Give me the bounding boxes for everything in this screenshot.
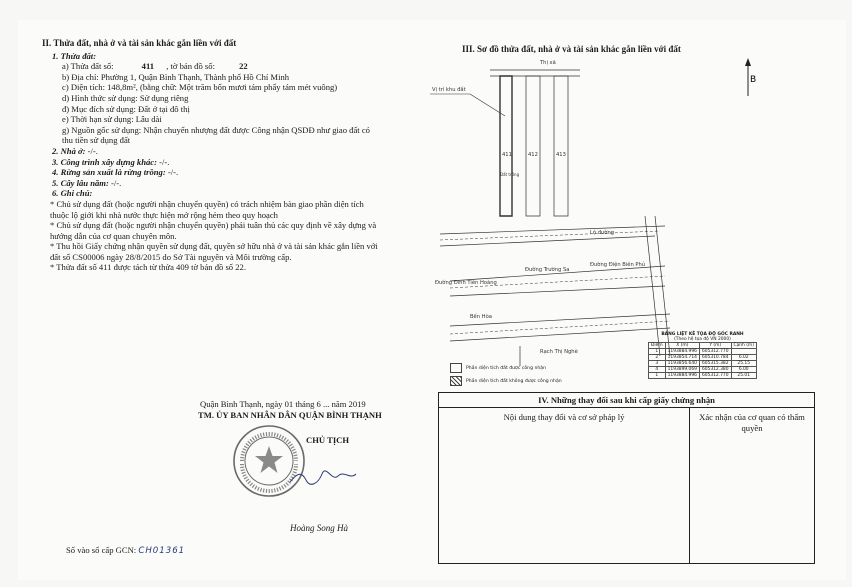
north-arrow-icon [744,58,758,98]
note-4: * Thửa đất số 411 được tách từ thửa 409 tờ bản đồ số 22. [50,262,246,273]
construction-line [42,157,402,168]
serial-line [66,545,185,556]
house-line [42,146,402,157]
label-ben-hoa: Bến Hòa [470,314,492,320]
coords-subtitle: (Theo hệ tọa độ VN 2000) [674,337,731,342]
parcel-line [42,61,402,72]
address: b) Địa chỉ: Phường 1, Quận Bình Thạnh, Thành phố Hồ Chí Minh [62,71,290,82]
house-value: -/-. [85,145,98,156]
legend-swatch-plain [450,363,462,373]
coords-header-row: Điểm X (m) Y (m) Cạnh (m) [649,343,757,349]
coords-title: BẢNG LIỆT KÊ TỌA ĐỘ GÓC RANH [661,332,744,337]
label-dinh-tien-hoang: Đường Đinh Tiên Hoàng [435,280,497,286]
label-parcel-position: Vị trí khu đất [432,87,466,93]
construction-value: -/-. [156,156,170,167]
label-dien-bien-phu: Đường Điện Biên Phủ [590,262,646,268]
table-row: 3 1193856.640 605315.382 25.15 [649,361,757,367]
label-412: 412 [528,152,538,158]
place-date: Quận Bình Thạnh, ngày 01 tháng 6 ... năm 2019 [200,399,366,409]
use-term: e) Thời hạn sử dụng: Lâu dài [62,114,162,125]
table-row: 4 1193899.069 605312.380 6.00 [649,367,757,373]
parcel-number: 411 [141,61,155,72]
serial-label: Số vào sổ cấp GCN: [66,545,137,555]
origin-line-1: g) Nguồn gốc sử dụng: Nhận chuyển nhượng đất được Công nhận QSDĐ như giao đất có [62,124,370,135]
legend-swatch-hatch [450,376,462,386]
trees-value: -/-. [108,177,122,188]
forest-line [42,167,402,178]
label-lo-duong: Lộ đường [590,230,615,236]
forest-value: -/-. [165,167,179,178]
north-label: B [750,75,757,85]
handwritten-signature-icon [288,470,358,486]
label-thi-xa: Thị xã [540,60,556,66]
changes-col-confirmation: Xác nhận của cơ quan có thẩm quyền [699,412,805,433]
note-3: * Thu hồi Giấy chứng nhận quyền sử dụng đất, quyền sở hữu nhà ở và tài sản khác gắn liền với đất số CS00006 ngày 28/8/2015 do Sở Tài nguyên và Môi trường cấp. [50,241,378,262]
label-411: 411 [502,152,512,158]
map-prefix: , tờ bản đồ số: [166,61,215,72]
trees-label: 5. Cây lâu năm: [52,177,109,188]
parcel-map [430,56,800,366]
note-2: * Chủ sử dụng đất (hoặc người nhận chuyển quyền) phải tuân thủ các quy định về xây dựng và hướng dẫn của cơ quan chuyên môn. [50,220,377,241]
coordinate-table [648,332,757,379]
label-empty-land: Đất trống [500,172,520,177]
changes-col-content: Nội dung thay đổi và cơ sở pháp lý [439,408,690,563]
area: c) Diện tích: 148,8m², (bằng chữ: Một trăm bốn mươi tám phẩy tám mét vuông) [62,82,338,93]
construction-label: 3. Công trình xây dựng khác: [52,156,157,167]
signature-block [198,399,428,445]
issuing-authority: TM. ỦY BAN NHÂN DÂN QUẬN BÌNH THẠNH [198,410,382,420]
origin-line-2: thu tiền sử dụng đất [62,135,131,146]
notes-heading: 6. Ghi chú: [52,188,93,199]
changes-table [438,392,815,564]
section-land-info [42,38,402,273]
map-legend [450,363,562,389]
parcel-prefix: a) Thửa đất số: [62,61,114,72]
land-heading: 1. Thửa đất: [52,50,97,61]
map-number: 22 [239,61,248,72]
house-label: 2. Nhà ở: [52,145,86,156]
label-413: 413 [556,152,566,158]
use-purpose: đ) Mục đích sử dụng: Đất ở tại đô thị [62,103,190,114]
serial-value: CH01361 [138,546,186,556]
legend-item-unrecognized: Phần diện tích đất không được công nhận [450,376,562,386]
table-row: 2 1193854.714 605310.784 6.02 [649,355,757,361]
signer-name: Hoàng Song Hà [290,523,348,533]
forest-label: 4. Rừng sản xuất là rừng trồng: [52,167,166,178]
section-title: II. Thửa đất, nhà ở và tài sản khác gắn liền với đất [42,38,237,48]
signer-title: CHỦ TỊCH [306,435,350,445]
table-row: 1 1193884.996 605312.770 25.01 [649,373,757,379]
trees-line [42,178,402,189]
label-truong-sa: Đường Trường Sa [525,267,570,273]
changes-title: IV. Những thay đổi sau khi cấp giấy chứng nhận [439,393,814,408]
legend-item-recognized: Phần diện tích đất được công nhận [450,363,562,373]
label-rach-thi-nghe: Rạch Thị Nghè [540,349,578,355]
use-form: d) Hình thức sử dụng: Sử dụng riêng [62,92,189,103]
map-section-title: III. Sơ đồ thửa đất, nhà ở và tài sản khác gắn liền với đất [462,44,681,54]
table-row: 1 1193884.996 605312.770 [649,349,757,355]
official-seal-icon [232,424,306,498]
note-1: * Chủ sử dụng đất (hoặc người nhận chuyển quyền) có trách nhiệm bàn giao phần diện tích thuộc lộ giới khi nhà nước thực hiện mở rộng hẻm theo quy hoạch [50,198,364,220]
